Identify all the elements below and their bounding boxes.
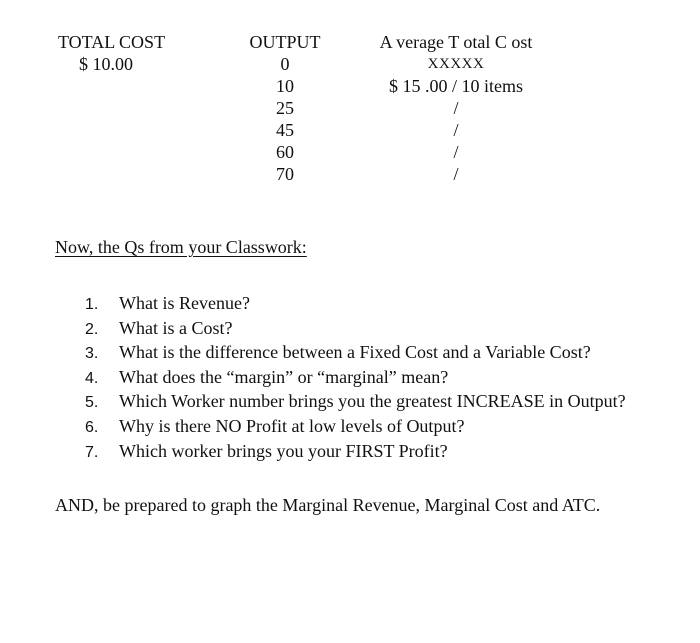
question-text: Which worker brings you your FIRST Profit? [119, 440, 448, 461]
total-cost-column [58, 31, 165, 75]
atc-value: / [453, 164, 459, 184]
output-value: 0 [280, 54, 290, 74]
question-text: What is Revenue? [119, 293, 250, 313]
output-value: 25 [276, 98, 294, 118]
section-title: Now, the Qs from your Classwork: [55, 237, 307, 257]
question-number: 4. [85, 369, 99, 387]
question-number: 3. [85, 345, 99, 363]
question-text: Why is there NO Profit at low levels of Output? [119, 415, 465, 436]
list-item [85, 366, 626, 391]
list-item [85, 390, 626, 415]
total-cost-value: $ 10.00 [79, 54, 133, 74]
output-header: OUTPUT [249, 32, 321, 52]
output-value: 70 [276, 164, 294, 184]
question-list [85, 292, 626, 464]
question-number: 2. [85, 320, 99, 338]
output-value: 45 [276, 120, 294, 140]
atc-header: A verage T otal C ost [379, 32, 533, 52]
atc-value: / [453, 142, 459, 162]
question-text: What is a Cost? [119, 317, 233, 338]
question-number: 6. [85, 418, 99, 436]
atc-value: / [453, 120, 459, 140]
list-item [85, 317, 626, 342]
question-number: 5. [85, 394, 99, 412]
atc-value: / [453, 98, 459, 118]
atc-value: XXXXX [427, 56, 485, 72]
output-column [246, 31, 324, 185]
atc-column [365, 31, 547, 185]
list-item [85, 292, 626, 317]
question-number: 7. [85, 443, 99, 461]
total-cost-header: TOTAL COST [58, 32, 166, 52]
output-value: 10 [276, 76, 294, 96]
question-number: 1. [85, 296, 99, 313]
footer-instruction: AND, be prepared to graph the Marginal Revenue, Marginal Cost and ATC. [55, 495, 601, 515]
list-item [85, 415, 626, 440]
question-text: What does the “margin” or “marginal” mean? [119, 366, 449, 387]
question-text: Which Worker number brings you the greatest INCREASE in Output? [119, 391, 626, 412]
list-item [85, 341, 626, 366]
atc-value: $ 15 .00 / 10 items [389, 76, 523, 96]
question-text: What is the difference between a Fixed Cost and a Variable Cost? [119, 342, 591, 363]
list-item [85, 440, 626, 465]
output-value: 60 [276, 142, 294, 162]
